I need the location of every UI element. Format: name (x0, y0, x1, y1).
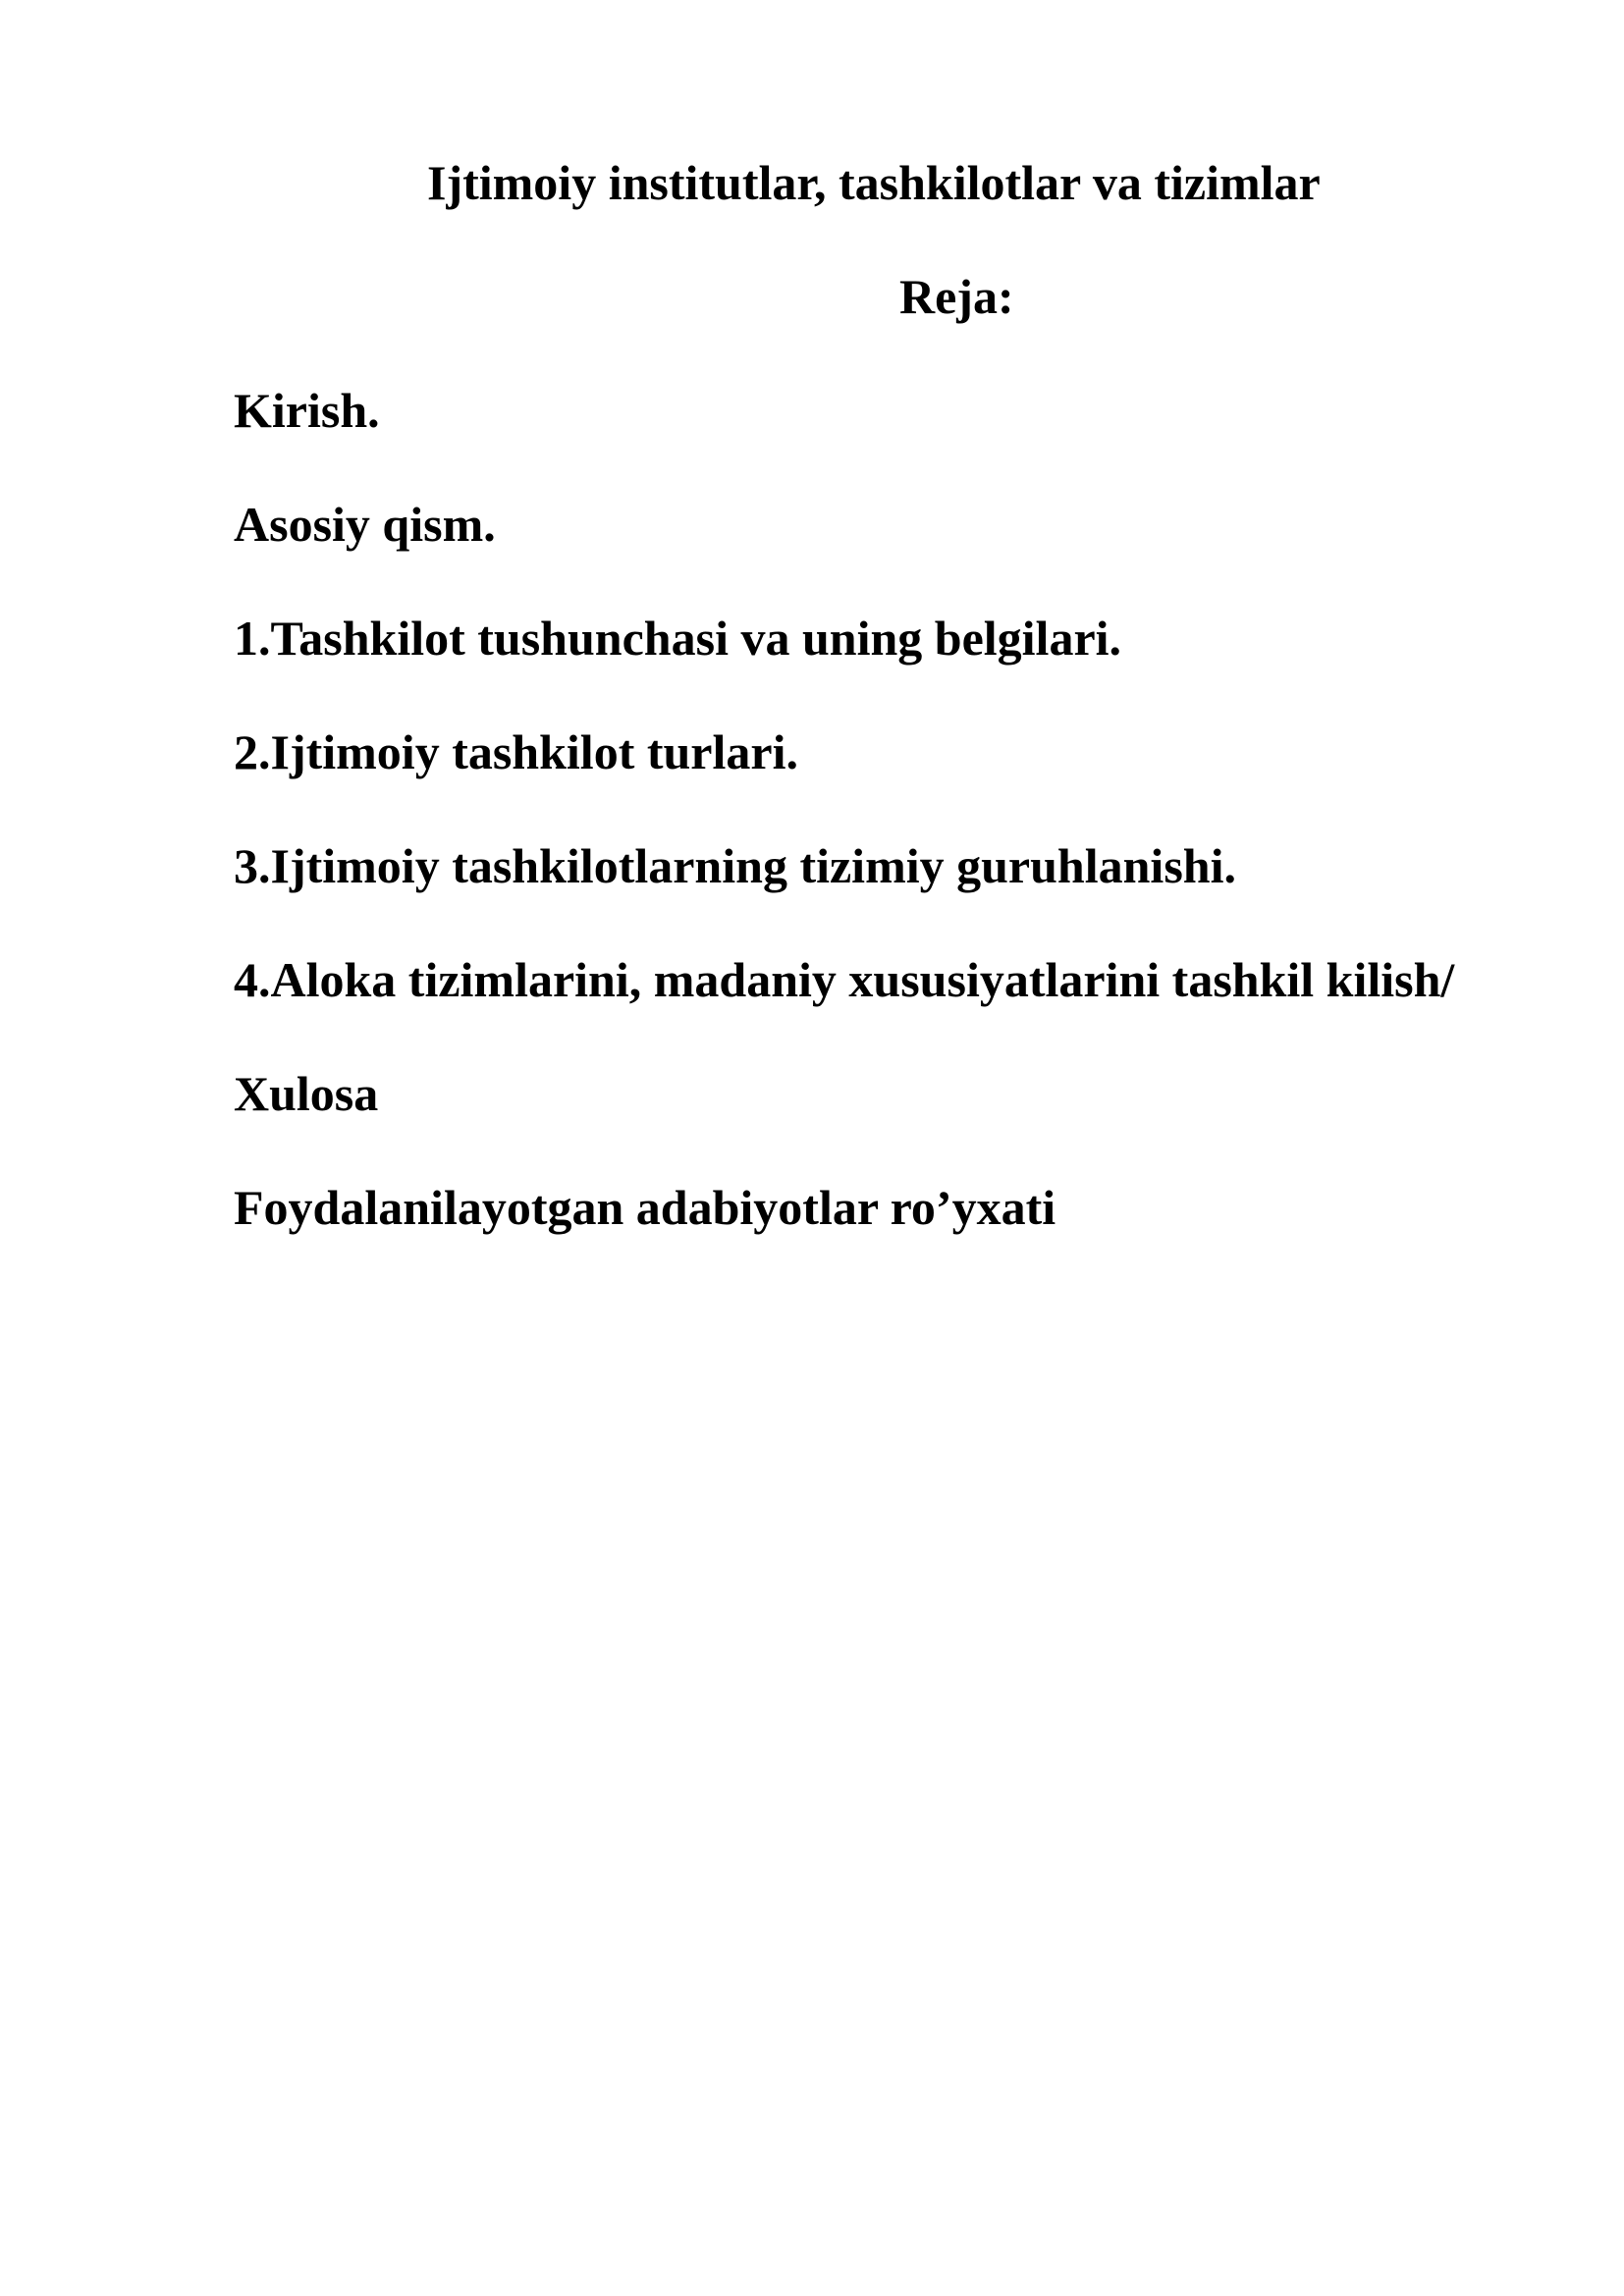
outline-item-4: 4.Aloka tizimlarini, madaniy xususiyatlarini tashkil kilish/ (234, 952, 1455, 1007)
plan-heading: Reja: (899, 269, 1014, 324)
outline-item-2: 2.Ijtimoiy tashkilot turlari. (234, 724, 798, 779)
outline-item-conclusion: Xulosa (234, 1066, 379, 1121)
outline-item-3: 3.Ijtimoiy tashkilotlarning tizimiy guruhlanishi. (234, 838, 1236, 893)
outline-item-references: Foydalanilayotgan adabiyotlar ro’yxati (234, 1180, 1056, 1235)
outline-item-1: 1.Tashkilot tushunchasi va uning belgilari. (234, 611, 1122, 666)
document-title: Ijtimoiy institutlar, tashkilotlar va tizimlar (427, 155, 1321, 210)
outline-item-introduction: Kirish. (234, 383, 380, 438)
outline-item-main-part: Asosiy qism. (234, 497, 496, 552)
